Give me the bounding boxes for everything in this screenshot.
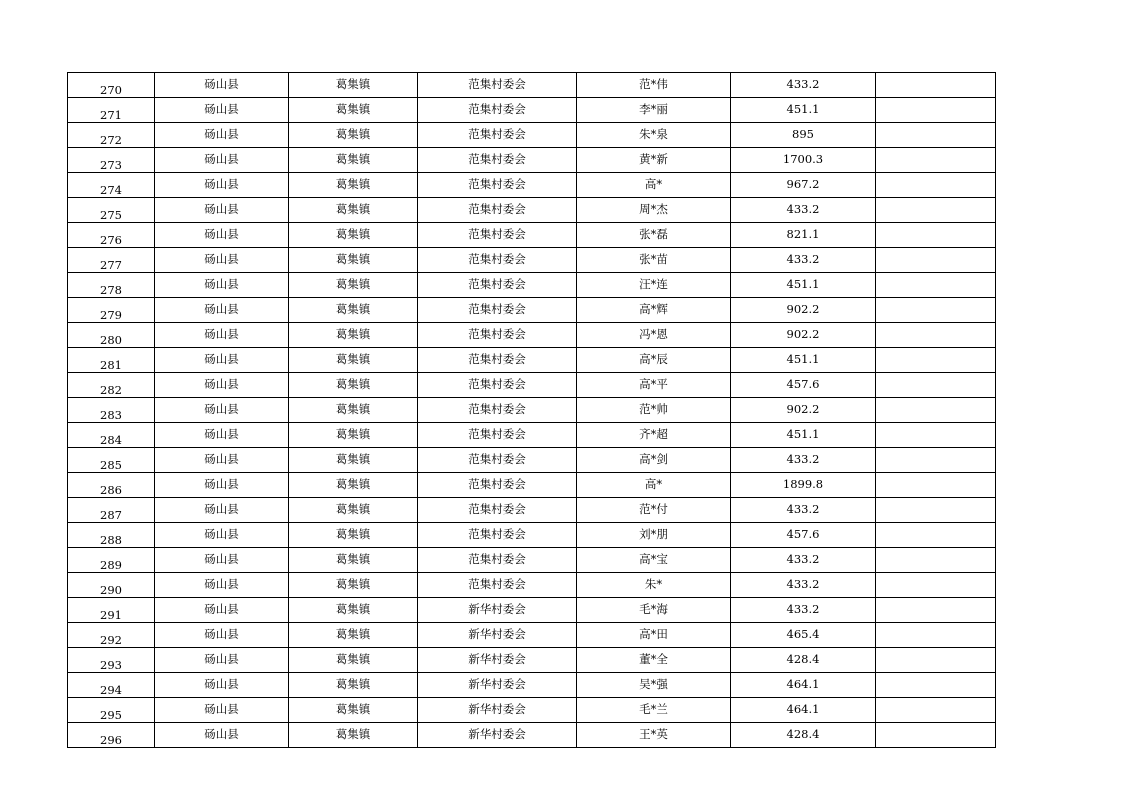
name-cell: 张*苗 — [577, 248, 731, 273]
name-cell: 高*平 — [577, 373, 731, 398]
name-cell: 高*宝 — [577, 548, 731, 573]
county-cell: 砀山县 — [155, 73, 289, 98]
name-cell: 朱* — [577, 573, 731, 598]
note-cell — [876, 73, 996, 98]
town-cell: 葛集镇 — [289, 523, 418, 548]
amount-cell: 1700.3 — [731, 148, 876, 173]
village-committee-cell: 范集村委会 — [418, 198, 577, 223]
county-cell: 砀山县 — [155, 523, 289, 548]
amount-cell: 451.1 — [731, 348, 876, 373]
county-cell: 砀山县 — [155, 198, 289, 223]
village-committee-cell: 范集村委会 — [418, 523, 577, 548]
town-cell: 葛集镇 — [289, 348, 418, 373]
table-row — [68, 148, 996, 173]
village-committee-cell: 范集村委会 — [418, 123, 577, 148]
row-number-cell: 282 — [68, 373, 155, 398]
row-number-cell: 280 — [68, 323, 155, 348]
amount-cell: 433.2 — [731, 498, 876, 523]
town-cell: 葛集镇 — [289, 273, 418, 298]
amount-cell: 451.1 — [731, 98, 876, 123]
table-row — [68, 548, 996, 573]
row-number-cell: 276 — [68, 223, 155, 248]
town-cell: 葛集镇 — [289, 323, 418, 348]
town-cell: 葛集镇 — [289, 298, 418, 323]
table-row — [68, 698, 996, 723]
table-row — [68, 273, 996, 298]
amount-cell: 967.2 — [731, 173, 876, 198]
amount-cell: 1899.8 — [731, 473, 876, 498]
row-number-cell: 294 — [68, 673, 155, 698]
village-committee-cell: 范集村委会 — [418, 298, 577, 323]
note-cell — [876, 648, 996, 673]
county-cell: 砀山县 — [155, 573, 289, 598]
village-committee-cell: 新华村委会 — [418, 623, 577, 648]
village-committee-cell: 范集村委会 — [418, 398, 577, 423]
row-number-cell: 292 — [68, 623, 155, 648]
village-committee-cell: 范集村委会 — [418, 373, 577, 398]
note-cell — [876, 198, 996, 223]
note-cell — [876, 573, 996, 598]
name-cell: 高*剑 — [577, 448, 731, 473]
row-number-cell: 285 — [68, 448, 155, 473]
town-cell: 葛集镇 — [289, 423, 418, 448]
row-number-cell: 278 — [68, 273, 155, 298]
row-number-cell: 289 — [68, 548, 155, 573]
county-cell: 砀山县 — [155, 348, 289, 373]
row-number-cell: 274 — [68, 173, 155, 198]
name-cell: 黄*新 — [577, 148, 731, 173]
amount-cell: 433.2 — [731, 248, 876, 273]
row-number-cell: 287 — [68, 498, 155, 523]
note-cell — [876, 248, 996, 273]
village-committee-cell: 范集村委会 — [418, 98, 577, 123]
village-committee-cell: 范集村委会 — [418, 173, 577, 198]
town-cell: 葛集镇 — [289, 223, 418, 248]
table-row — [68, 248, 996, 273]
town-cell: 葛集镇 — [289, 698, 418, 723]
village-committee-cell: 范集村委会 — [418, 573, 577, 598]
town-cell: 葛集镇 — [289, 98, 418, 123]
village-committee-cell: 新华村委会 — [418, 598, 577, 623]
note-cell — [876, 523, 996, 548]
county-cell: 砀山县 — [155, 173, 289, 198]
town-cell: 葛集镇 — [289, 73, 418, 98]
note-cell — [876, 698, 996, 723]
table-row — [68, 598, 996, 623]
name-cell: 刘*朋 — [577, 523, 731, 548]
row-number-cell: 286 — [68, 473, 155, 498]
note-cell — [876, 448, 996, 473]
table-row — [68, 573, 996, 598]
name-cell: 范*付 — [577, 498, 731, 523]
amount-cell: 451.1 — [731, 423, 876, 448]
village-committee-cell: 范集村委会 — [418, 448, 577, 473]
name-cell: 高* — [577, 473, 731, 498]
amount-cell: 464.1 — [731, 673, 876, 698]
amount-cell: 433.2 — [731, 573, 876, 598]
note-cell — [876, 223, 996, 248]
row-number-cell: 288 — [68, 523, 155, 548]
table-row — [68, 123, 996, 148]
village-committee-cell: 范集村委会 — [418, 73, 577, 98]
county-cell: 砀山县 — [155, 473, 289, 498]
name-cell: 李*丽 — [577, 98, 731, 123]
amount-cell: 457.6 — [731, 523, 876, 548]
town-cell: 葛集镇 — [289, 123, 418, 148]
table-row — [68, 423, 996, 448]
county-cell: 砀山县 — [155, 448, 289, 473]
village-committee-cell: 新华村委会 — [418, 673, 577, 698]
name-cell: 毛*海 — [577, 598, 731, 623]
village-committee-cell: 范集村委会 — [418, 473, 577, 498]
row-number-cell: 284 — [68, 423, 155, 448]
row-number-cell: 272 — [68, 123, 155, 148]
county-cell: 砀山县 — [155, 498, 289, 523]
row-number-cell: 270 — [68, 73, 155, 98]
name-cell: 吴*强 — [577, 673, 731, 698]
note-cell — [876, 398, 996, 423]
village-committee-cell: 范集村委会 — [418, 248, 577, 273]
amount-cell: 451.1 — [731, 273, 876, 298]
table-row — [68, 523, 996, 548]
name-cell: 范*帅 — [577, 398, 731, 423]
table-row — [68, 298, 996, 323]
note-cell — [876, 273, 996, 298]
amount-cell: 464.1 — [731, 698, 876, 723]
village-committee-cell: 新华村委会 — [418, 723, 577, 748]
town-cell: 葛集镇 — [289, 498, 418, 523]
table-row — [68, 648, 996, 673]
table-row — [68, 673, 996, 698]
table-row — [68, 448, 996, 473]
table-row — [68, 473, 996, 498]
village-committee-cell: 范集村委会 — [418, 548, 577, 573]
county-cell: 砀山县 — [155, 98, 289, 123]
county-cell: 砀山县 — [155, 323, 289, 348]
town-cell: 葛集镇 — [289, 173, 418, 198]
data-table — [67, 72, 996, 748]
town-cell: 葛集镇 — [289, 548, 418, 573]
note-cell — [876, 623, 996, 648]
note-cell — [876, 173, 996, 198]
table-row — [68, 73, 996, 98]
table-row — [68, 623, 996, 648]
table-row — [68, 373, 996, 398]
row-number-cell: 271 — [68, 98, 155, 123]
name-cell: 高* — [577, 173, 731, 198]
row-number-cell: 290 — [68, 573, 155, 598]
row-number-cell: 281 — [68, 348, 155, 373]
village-committee-cell: 范集村委会 — [418, 348, 577, 373]
amount-cell: 433.2 — [731, 598, 876, 623]
note-cell — [876, 548, 996, 573]
amount-cell: 433.2 — [731, 73, 876, 98]
county-cell: 砀山县 — [155, 698, 289, 723]
note-cell — [876, 348, 996, 373]
town-cell: 葛集镇 — [289, 648, 418, 673]
table-body — [68, 73, 996, 748]
town-cell: 葛集镇 — [289, 248, 418, 273]
amount-cell: 433.2 — [731, 448, 876, 473]
county-cell: 砀山县 — [155, 123, 289, 148]
table-row — [68, 98, 996, 123]
name-cell: 高*辰 — [577, 348, 731, 373]
name-cell: 毛*兰 — [577, 698, 731, 723]
name-cell: 周*杰 — [577, 198, 731, 223]
table-row — [68, 173, 996, 198]
row-number-cell: 275 — [68, 198, 155, 223]
table-row — [68, 723, 996, 748]
amount-cell: 902.2 — [731, 298, 876, 323]
town-cell: 葛集镇 — [289, 198, 418, 223]
note-cell — [876, 473, 996, 498]
name-cell: 汪*连 — [577, 273, 731, 298]
row-number-cell: 293 — [68, 648, 155, 673]
village-committee-cell: 范集村委会 — [418, 223, 577, 248]
town-cell: 葛集镇 — [289, 598, 418, 623]
name-cell: 范*伟 — [577, 73, 731, 98]
name-cell: 高*田 — [577, 623, 731, 648]
county-cell: 砀山县 — [155, 648, 289, 673]
amount-cell: 428.4 — [731, 723, 876, 748]
note-cell — [876, 298, 996, 323]
note-cell — [876, 498, 996, 523]
note-cell — [876, 148, 996, 173]
table-row — [68, 398, 996, 423]
note-cell — [876, 373, 996, 398]
amount-cell: 902.2 — [731, 323, 876, 348]
village-committee-cell: 范集村委会 — [418, 323, 577, 348]
county-cell: 砀山县 — [155, 723, 289, 748]
county-cell: 砀山县 — [155, 148, 289, 173]
town-cell: 葛集镇 — [289, 373, 418, 398]
county-cell: 砀山县 — [155, 673, 289, 698]
table-row — [68, 348, 996, 373]
row-number-cell: 279 — [68, 298, 155, 323]
name-cell: 高*辉 — [577, 298, 731, 323]
name-cell: 张*磊 — [577, 223, 731, 248]
town-cell: 葛集镇 — [289, 623, 418, 648]
name-cell: 朱*泉 — [577, 123, 731, 148]
row-number-cell: 273 — [68, 148, 155, 173]
county-cell: 砀山县 — [155, 273, 289, 298]
table-row — [68, 323, 996, 348]
village-committee-cell: 新华村委会 — [418, 648, 577, 673]
row-number-cell: 295 — [68, 698, 155, 723]
name-cell: 冯*恩 — [577, 323, 731, 348]
row-number-cell: 283 — [68, 398, 155, 423]
town-cell: 葛集镇 — [289, 398, 418, 423]
town-cell: 葛集镇 — [289, 723, 418, 748]
table-row — [68, 223, 996, 248]
table-row — [68, 498, 996, 523]
town-cell: 葛集镇 — [289, 148, 418, 173]
county-cell: 砀山县 — [155, 223, 289, 248]
county-cell: 砀山县 — [155, 423, 289, 448]
note-cell — [876, 323, 996, 348]
village-committee-cell: 范集村委会 — [418, 423, 577, 448]
table-row — [68, 198, 996, 223]
county-cell: 砀山县 — [155, 623, 289, 648]
village-committee-cell: 范集村委会 — [418, 148, 577, 173]
county-cell: 砀山县 — [155, 373, 289, 398]
note-cell — [876, 673, 996, 698]
row-number-cell: 277 — [68, 248, 155, 273]
town-cell: 葛集镇 — [289, 573, 418, 598]
note-cell — [876, 723, 996, 748]
town-cell: 葛集镇 — [289, 473, 418, 498]
town-cell: 葛集镇 — [289, 448, 418, 473]
amount-cell: 895 — [731, 123, 876, 148]
amount-cell: 433.2 — [731, 198, 876, 223]
town-cell: 葛集镇 — [289, 673, 418, 698]
county-cell: 砀山县 — [155, 598, 289, 623]
village-committee-cell: 范集村委会 — [418, 273, 577, 298]
county-cell: 砀山县 — [155, 298, 289, 323]
county-cell: 砀山县 — [155, 548, 289, 573]
amount-cell: 457.6 — [731, 373, 876, 398]
amount-cell: 428.4 — [731, 648, 876, 673]
village-committee-cell: 新华村委会 — [418, 698, 577, 723]
row-number-cell: 296 — [68, 723, 155, 748]
amount-cell: 821.1 — [731, 223, 876, 248]
amount-cell: 465.4 — [731, 623, 876, 648]
note-cell — [876, 98, 996, 123]
amount-cell: 433.2 — [731, 548, 876, 573]
county-cell: 砀山县 — [155, 248, 289, 273]
note-cell — [876, 598, 996, 623]
note-cell — [876, 123, 996, 148]
amount-cell: 902.2 — [731, 398, 876, 423]
note-cell — [876, 423, 996, 448]
name-cell: 董*全 — [577, 648, 731, 673]
county-cell: 砀山县 — [155, 398, 289, 423]
row-number-cell: 291 — [68, 598, 155, 623]
village-committee-cell: 范集村委会 — [418, 498, 577, 523]
name-cell: 齐*超 — [577, 423, 731, 448]
name-cell: 王*英 — [577, 723, 731, 748]
